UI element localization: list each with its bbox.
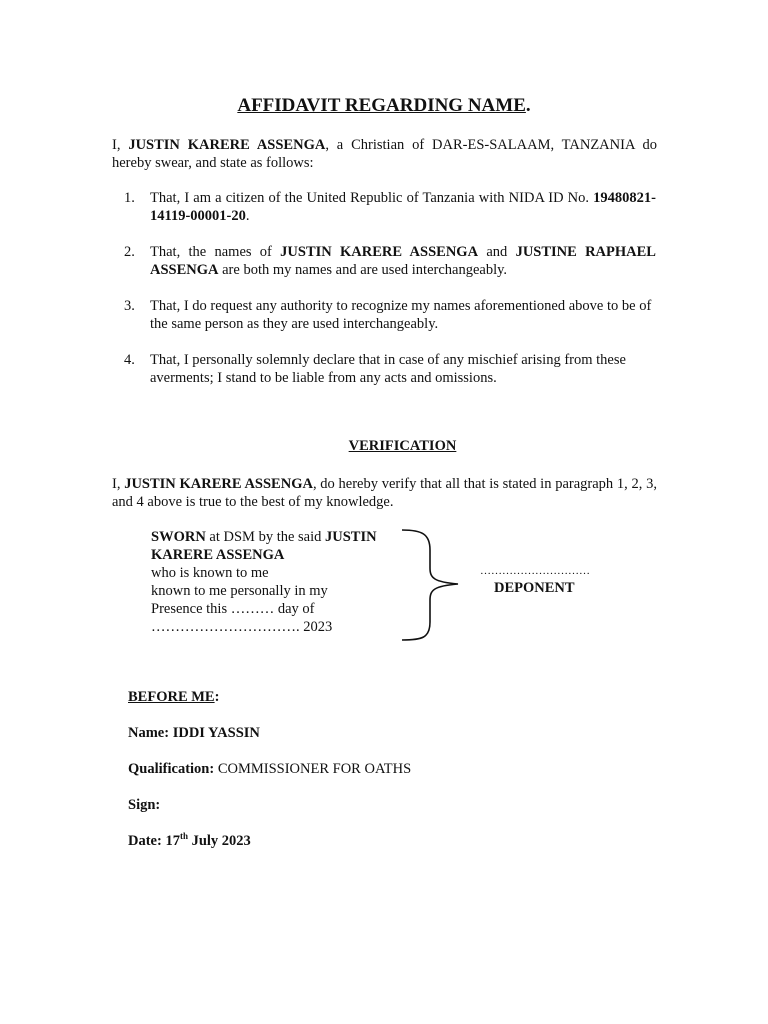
date-day: 17 (165, 833, 180, 849)
intro-paragraph (112, 136, 657, 172)
title-text: AFFIDAVIT REGARDING NAME (237, 95, 526, 116)
sworn-name-part2: KARERE ASSENGA (151, 547, 285, 563)
list-item (124, 243, 656, 279)
before-me-text: BEFORE ME (128, 689, 215, 705)
list-item (124, 297, 656, 333)
list-item (124, 189, 656, 225)
sworn-line-4: known to me personally in my (151, 583, 328, 599)
verification-heading: VERIFICATION (348, 438, 457, 454)
before-me-heading (128, 688, 219, 706)
sworn-line-3: who is known to me (151, 565, 269, 581)
qualification-label: Qualification: (128, 761, 218, 777)
intro-rest: , a Christian of DAR-ES-SALAAM, TANZANIA do hereby swear, and state as follows: (112, 137, 657, 171)
qualification-value: COMMISSIONER FOR OATHS (217, 761, 412, 777)
item-number: 4. (124, 352, 135, 368)
commissioner-name-row (128, 724, 260, 742)
intro-prefix: I, (112, 137, 129, 153)
item-text (150, 189, 656, 225)
curly-brace-icon (398, 528, 468, 644)
verification-rest: , do hereby verify that all that is stated in paragraph 1, 2, 3, and 4 above is true to the best of my knowledge. (112, 476, 657, 510)
before-me-colon: : (214, 689, 220, 705)
item-text-part: That, the names of (150, 244, 281, 260)
item-number: 2. (124, 244, 135, 260)
item-number: 3. (124, 298, 135, 314)
sworn-block (151, 528, 411, 636)
list-item (124, 351, 656, 387)
verifier-name: JUSTIN KARERE ASSENGA (124, 476, 313, 492)
sworn-name-part1: JUSTIN (325, 529, 377, 545)
name-label: Name: (128, 725, 173, 741)
verification-prefix: I, (112, 476, 125, 492)
date-rest: July 2023 (187, 833, 251, 849)
date-row (128, 832, 251, 850)
commissioner-name: IDDI YASSIN (172, 725, 260, 741)
qualification-row (128, 760, 411, 778)
document-title (0, 95, 768, 117)
item-number: 1. (124, 190, 135, 206)
item-text-part: . (245, 208, 250, 224)
nida-id: 19480821-14119-00001-20 (150, 190, 656, 224)
sworn-line-6: …………………………. 2023 (151, 619, 333, 635)
item-text (150, 243, 656, 279)
sworn-at-text: at DSM by the said (205, 529, 326, 545)
signature-line: ………………………… (480, 565, 590, 577)
item-text-part: and (478, 244, 516, 260)
sign-row: Sign: (128, 797, 161, 813)
deponent-name: JUSTIN KARERE ASSENGA (128, 137, 326, 153)
date-suffix: th (179, 831, 188, 842)
verification-paragraph (112, 475, 657, 511)
item-text-part: are both my names and are used interchangeably. (218, 262, 508, 278)
sworn-line-1 (151, 528, 411, 546)
name-two: JUSTINE RAPHAEL ASSENGA (150, 244, 656, 278)
item-text: That, I personally solemnly declare that in case of any mischief arising from these averments; I stand to be liable from any acts and omissions. (150, 352, 626, 386)
item-text-part: That, I am a citizen of the United Republic of Tanzania with NIDA ID No. (150, 190, 594, 206)
title-period: . (525, 95, 531, 116)
sworn-line-5: Presence this ……… day of (151, 601, 315, 617)
date-label: Date: (128, 833, 166, 849)
deponent-label: DEPONENT (494, 580, 575, 596)
sworn-word: SWORN (151, 529, 206, 545)
name-one: JUSTIN KARERE ASSENGA (280, 244, 479, 260)
item-text: That, I do request any authority to recognize my names aforementioned above to be of the same person as they are used interchangeably. (150, 298, 652, 332)
